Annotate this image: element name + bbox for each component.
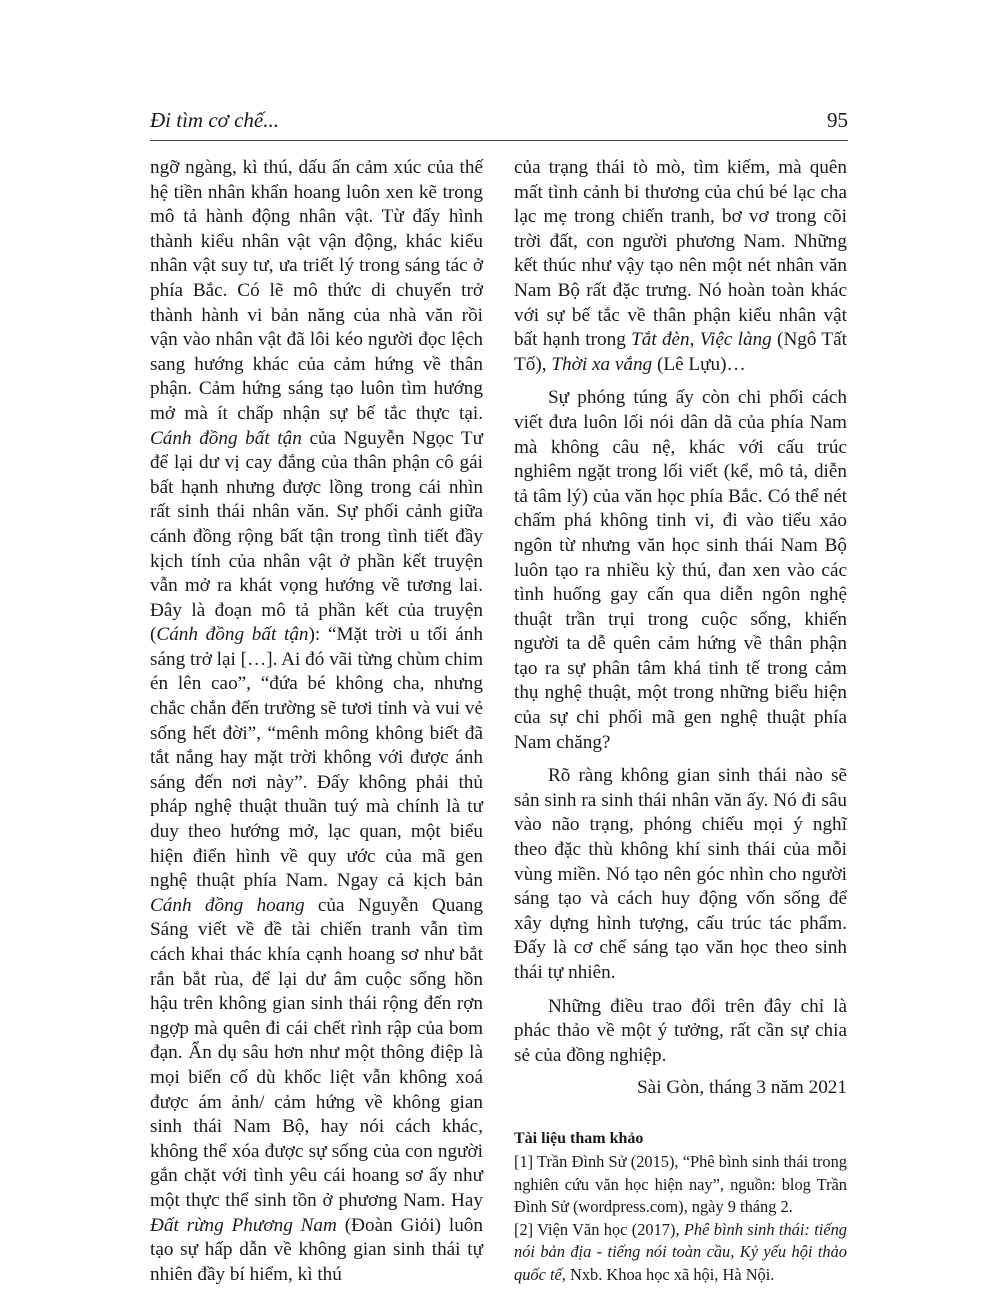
page-number: 95	[827, 108, 848, 132]
running-header	[150, 108, 848, 142]
body-paragraph	[150, 156, 483, 1287]
text-run: ): “Mặt trời u tối ánh sáng trở lại […]. Ai đó vãi từng chùm chim én lên cao”, “đứa bé không cha, nhưng chắc chắn đến trường sẽ tươi tỉnh và vui vẻ sống hết đời”, “mênh mông không biết đã tắt nắng hay mặt trời không với được ánh sáng đến nơi này”. Đấy không phải thủ pháp nghệ thuật thuần tuý mà chính là tư duy theo hướng mở, lạc quan, một biểu hiện điển hình về quy ước của mã gen nghệ thuật phía Nam. Ngay cả kịch bản	[150, 624, 483, 892]
book-title: Thời xa vắng	[551, 353, 653, 375]
body-paragraph: Những điều trao đổi trên đây chỉ là phác thảo về một ý tưởng, rất cần sự chia sẻ của đồng nghiệp.	[514, 995, 847, 1066]
text-run: (Lê Lựu)…	[652, 353, 746, 375]
book-title: Tắt đèn, Việc làng	[631, 329, 772, 351]
reference-item: [1] Trần Đình Sử (2015), “Phê bình sinh thái trong nghiên cứu văn học hiện nay”, nguồn: blog Trần Đình Sử (wordpress.com), ngày 9 tháng 2.	[514, 1151, 847, 1217]
body-paragraph: Rõ ràng không gian sinh thái nào sẽ sản sinh ra sinh thái nhân văn ấy. Nó đi sâu vào não trạng, phóng chiếu mọi ý nghĩ theo đặc thù không khí sinh thái của mỗi vùng miền. Nó tạo nên góc nhìn cho người sáng tạo và cách huy động vốn sống để xây dựng hình tượng, cấu trúc tác phẩm. Đấy là cơ chế sáng tạo văn học theo sinh thái tự nhiên.	[514, 765, 847, 983]
reference-item	[514, 1219, 847, 1287]
book-title: Đất rừng Phương Nam	[150, 1214, 337, 1236]
text-run: (Ngô Tất Tố),	[514, 329, 847, 375]
text-run: [2] Viện Văn học (2017),	[514, 1219, 684, 1239]
book-title: Cánh đồng hoang	[150, 894, 305, 916]
body-paragraph	[514, 156, 847, 377]
text-run: (Đoàn Giỏi) luôn tạo sự hấp dẫn về không gian sinh thái tự nhiên đầy bí hiểm, kì thú	[150, 1214, 483, 1285]
book-title: Phê bình sinh thái: tiếng nói bản địa - tiếng nói toàn cầu, Kỷ yếu hội thảo quốc tế	[514, 1219, 847, 1284]
text-run: ngỡ ngàng, kì thú, dấu ấn cảm xúc của thế hệ tiền nhân khẩn hoang luôn xen kẽ trong mô tả hành động nhân vật. Từ đấy hình thành kiểu nhân vật vận động, khác kiểu nhân vật suy tư, ưa triết lý trong sáng tác ở phía Bắc. Có lẽ mô thức di chuyển trở thành hành vi bản năng của nhà văn rồi vận vào nhân vật đã lôi kéo người đọc lệch sang hướng khác của cảm hứng về thân phận. Cảm hứng sáng tạo luôn tìm hướng mở mà ít chấp nhận sự bế tắc thực tại.	[150, 157, 483, 424]
book-title: Cánh đồng bất tận	[150, 427, 302, 449]
book-title: Cánh đồng bất tận	[156, 624, 309, 646]
header-rule	[150, 140, 848, 141]
text-run: của Nguyễn Ngọc Tư để lại dư vị cay đắng của thân phận cô gái bất hạnh nhưng được lồng trong cái nhìn rất sinh thái nhân văn. Sự phối cảnh giữa cánh đồng rộng bất tận trong tình tiết đầy kịch tính của nhân vật ở phần kết truyện vẫn mở ra khát vọng hướng về tương lai. Đây là đoạn mô tả phần kết của truyện (	[150, 427, 483, 646]
text-run: , Nxb. Khoa học xã hội, Hà Nội.	[561, 1264, 775, 1284]
text-run: của trạng thái tò mò, tìm kiếm, mà quên mất tình cảnh bi thương của chú bé lạc cha lạc mẹ trong chiến tranh, bơ vơ trong cõi trời đất, con người phương Nam. Những kết thúc như vậy tạo nên một nét nhân văn Nam Bộ rất đặc trưng. Nó hoàn toàn khác với sự bế tắc về thân phận kiểu nhân vật bất hạnh trong	[514, 157, 847, 351]
right-column	[514, 156, 847, 1287]
references-heading: Tài liệu tham khảo	[514, 1129, 644, 1147]
running-title: Đi tìm cơ chế...	[150, 108, 280, 132]
place-date-signature: Sài Gòn, tháng 3 năm 2021	[637, 1077, 847, 1099]
left-column	[150, 156, 483, 1287]
body-paragraph: Sự phóng túng ấy còn chi phối cách viết đưa luôn lối nói dân dã của phía Nam mà không câu nệ, khác với cấu trúc nghiêm ngặt trong lối viết (kể, mô tả, diễn tả tâm lý) của văn học phía Bắc. Có thể nét chấm phá không tinh vi, đi vào tiểu xảo ngôn từ nhưng văn học sinh thái Nam Bộ luôn tạo ra nhiều kỳ thú, đan xen vào các tình huống gay cấn qua diễn ngôn nghệ thuật trần trụi trong cuộc sống, khiến người ta dễ quên cảm hứng về thân phận tạo ra sự phân tâm khá tinh tế trong cảm thụ nghệ thuật, một trong những biểu hiện của sự chi phối mã gen nghệ thuật phía Nam chăng?	[514, 387, 847, 753]
text-run: của Nguyễn Quang Sáng viết về đề tài chiến tranh vẫn tìm cách khai thác khía cạnh hoang sơ như bắt rắn bắt rùa, để lại dư âm cuộc sống hồn hậu trên không gian sinh thái rộng đến rợn ngợp mà quên đi cái chết rình rập của bom đạn. Ẩn dụ sâu hơn như một thông điệp là mọi biến cố dù khốc liệt vẫn không xoá được ám ảnh/ cảm hứng về không gian sinh thái Nam Bộ, hay nói cách khác, không thể xóa được sự sống của con người gắn chặt với tình yêu cái hoang sơ ấy như một thực thể sinh tồn ở phương Nam. Hay	[150, 894, 483, 1211]
